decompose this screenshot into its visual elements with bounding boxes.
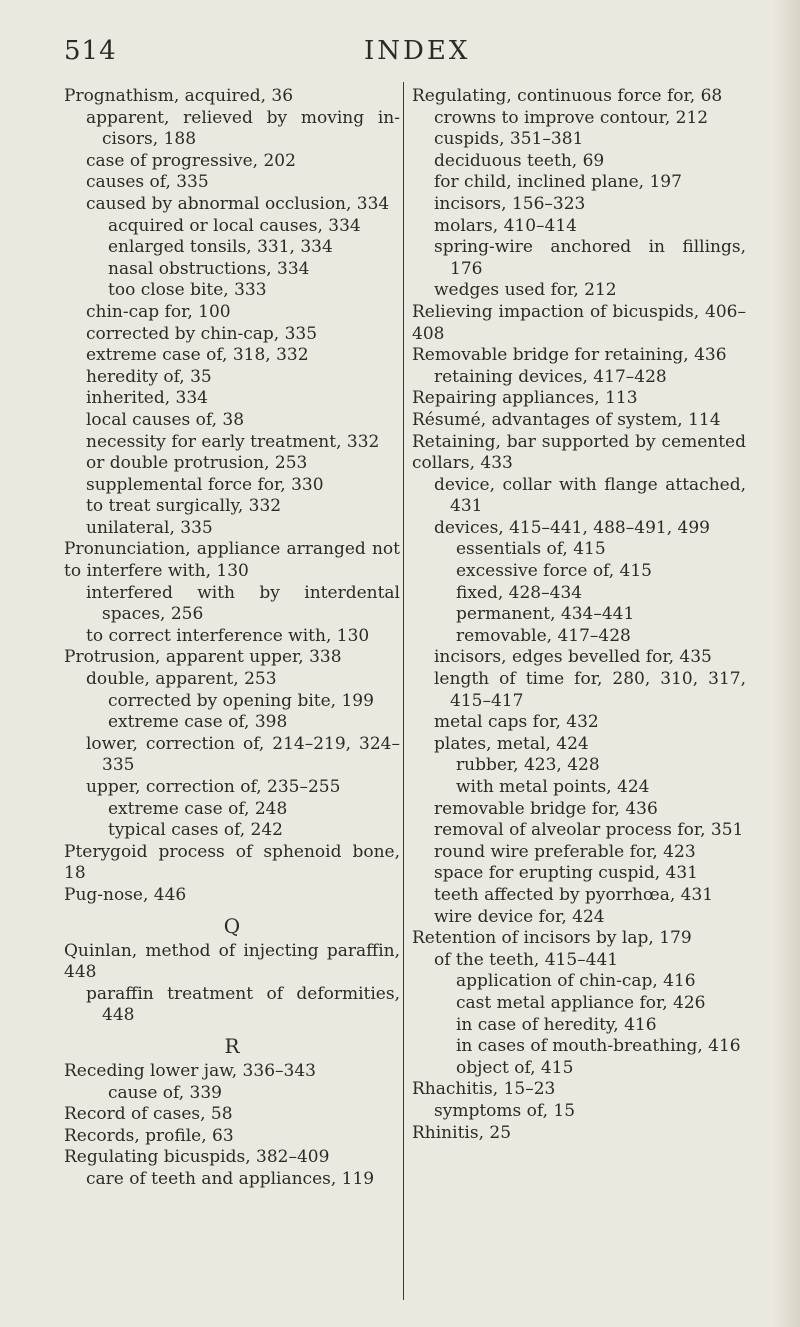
index-subentry: removal of alveolar process for, 351 — [434, 820, 744, 841]
index-subentry: incisors, edges bevelled for, 435 — [434, 647, 712, 668]
index-subentry: devices, 415–441, 488–491, 499 — [434, 517, 710, 538]
index-subentry: to correct interference with, 130 — [86, 625, 370, 646]
index-subentry: spring-wire anchored in fillings, 176 — [434, 237, 746, 279]
index-entry: Pronunciation, appliance arranged not to interfere with, 130 — [64, 539, 400, 582]
index-entry: Regulating bicuspids, 382–409 — [64, 1147, 330, 1168]
index-subentry: round wire preferable for, 423 — [434, 841, 696, 862]
index-subentry: lower, correction of, 214–219, 324–335 — [86, 733, 400, 776]
index-subentry: interfered with by interdental spaces, 256 — [86, 582, 400, 625]
index-subentry: rubber, 423, 428 — [456, 755, 600, 776]
index-subentry: double, apparent, 253 — [86, 669, 277, 690]
index-subentry: heredity of, 35 — [86, 366, 212, 387]
index-subentry: in case of heredity, 416 — [456, 1014, 657, 1035]
index-subentry: necessity for early treatment, 332 — [86, 431, 380, 452]
index-entry: Removable bridge for retaining, 436 — [412, 345, 727, 366]
index-entry: Prognathism, acquired, 36 — [64, 86, 294, 106]
index-subentry: wedges used for, 212 — [434, 280, 617, 301]
index-subentry: or double protrusion, 253 — [86, 453, 308, 474]
index-subentry: essentials of, 415 — [456, 539, 606, 560]
index-subentry: object of, 415 — [456, 1057, 574, 1078]
index-subentry: acquired or local causes, 334 — [108, 215, 361, 236]
index-subentry: care of teeth and appliances, 119 — [86, 1168, 375, 1189]
index-subentry: too close bite, 333 — [108, 280, 267, 301]
index-subentry: molars, 410–414 — [434, 215, 577, 236]
index-subentry: enlarged tonsils, 331, 334 — [108, 237, 333, 258]
index-subentry: cuspids, 351–381 — [434, 129, 584, 150]
index-entry: Pterygoid process of sphenoid bone, 18 — [64, 841, 400, 884]
index-subentry: application of chin-cap, 416 — [456, 971, 696, 992]
index-subentry: retaining devices, 417–428 — [434, 366, 667, 387]
index-subentry: to treat surgically, 332 — [86, 496, 282, 517]
page-edge-shadow — [772, 0, 800, 1327]
index-subentry: upper, correction of, 235–255 — [86, 777, 341, 797]
index-subentry: apparent, relieved by moving in-cisors, 188 — [86, 107, 400, 150]
column-divider — [403, 82, 404, 1300]
index-subentry: excessive force of, 415 — [456, 561, 652, 582]
index-subentry: length of time for, 280, 310, 317, 415–417 — [434, 669, 746, 711]
index-entry: Regulating, continuous force for, 68 — [412, 86, 723, 106]
index-subentry: corrected by opening bite, 199 — [108, 690, 374, 711]
index-subentry: nasal obstructions, 334 — [108, 258, 310, 279]
index-subentry: teeth affected by pyorrhœa, 431 — [434, 884, 714, 905]
index-subentry: caused by abnormal occlusion, 334 — [86, 193, 390, 214]
index-subentry: extreme case of, 398 — [108, 712, 288, 733]
index-subentry: space for erupting cuspid, 431 — [434, 863, 698, 884]
index-subentry: cause of, 339 — [108, 1082, 222, 1103]
index-subentry: corrected by chin-cap, 335 — [86, 323, 318, 344]
index-entry: Quinlan, method of injecting paraffin, 448 — [64, 940, 400, 983]
index-subentry: permanent, 434–441 — [456, 604, 635, 625]
index-entry: Rhachitis, 15–23 — [412, 1079, 556, 1100]
index-subentry: wire device for, 424 — [434, 906, 605, 927]
index-entry: Record of cases, 58 — [64, 1104, 233, 1125]
index-subentry: chin-cap for, 100 — [86, 301, 231, 322]
index-subentry: removable bridge for, 436 — [434, 798, 658, 819]
index-subentry: for child, inclined plane, 197 — [434, 172, 682, 193]
index-entry: Relieving impaction of bicuspids, 406–408 — [412, 301, 746, 344]
index-subentry: symptoms of, 15 — [434, 1100, 576, 1121]
index-entry: Retaining, bar supported by cemented collars, 433 — [412, 431, 746, 474]
page-header — [64, 36, 734, 76]
index-subentry: with metal points, 424 — [456, 777, 650, 797]
section-letter: Q — [223, 913, 241, 938]
index-subentry: fixed, 428–434 — [456, 582, 583, 603]
index-subentry: typical cases of, 242 — [108, 820, 283, 841]
index-entry: Repairing appliances, 113 — [412, 388, 638, 409]
index-subentry: removable, 417–428 — [456, 625, 631, 646]
index-entry: Receding lower jaw, 336–343 — [64, 1060, 316, 1081]
index-subentry: unilateral, 335 — [86, 517, 213, 538]
index-subentry: extreme case of, 318, 332 — [86, 345, 309, 366]
index-entry: Retention of incisors by lap, 179 — [412, 928, 692, 949]
index-subentry: device, collar with flange attached, 431 — [434, 474, 746, 517]
index-subentry: extreme case of, 248 — [108, 798, 288, 819]
index-subentry: incisors, 156–323 — [434, 193, 586, 214]
page-number: 514 — [64, 36, 117, 66]
index-subentry: paraffin treatment of deformities, 448 — [86, 983, 400, 1026]
index-subentry: deciduous teeth, 69 — [434, 150, 605, 171]
index-column-left — [64, 86, 400, 1191]
index-subentry: cast metal appliance for, 426 — [456, 992, 706, 1013]
index-subentry: of the teeth, 415–441 — [434, 949, 619, 970]
index-subentry: metal caps for, 432 — [434, 712, 599, 733]
index-column-right — [412, 86, 746, 1144]
index-subentry: in cases of mouth-breathing, 416 — [456, 1036, 741, 1057]
index-entry: Pug-nose, 446 — [64, 884, 187, 905]
index-subentry: plates, metal, 424 — [434, 733, 589, 754]
index-entry: Rhinitis, 25 — [412, 1122, 512, 1143]
index-subentry: local causes of, 38 — [86, 409, 245, 430]
index-subentry: crowns to improve contour, 212 — [434, 107, 709, 128]
section-letter: R — [224, 1033, 240, 1058]
index-subentry: supplemental force for, 330 — [86, 474, 324, 495]
running-title: INDEX — [364, 36, 471, 66]
index-entry: Records, profile, 63 — [64, 1125, 234, 1146]
index-entry: Protrusion, apparent upper, 338 — [64, 647, 342, 668]
index-subentry: inherited, 334 — [86, 388, 208, 409]
index-entry: Résumé, advantages of system, 114 — [412, 409, 721, 430]
index-subentry: case of progressive, 202 — [86, 150, 296, 171]
index-subentry: causes of, 335 — [86, 172, 209, 193]
